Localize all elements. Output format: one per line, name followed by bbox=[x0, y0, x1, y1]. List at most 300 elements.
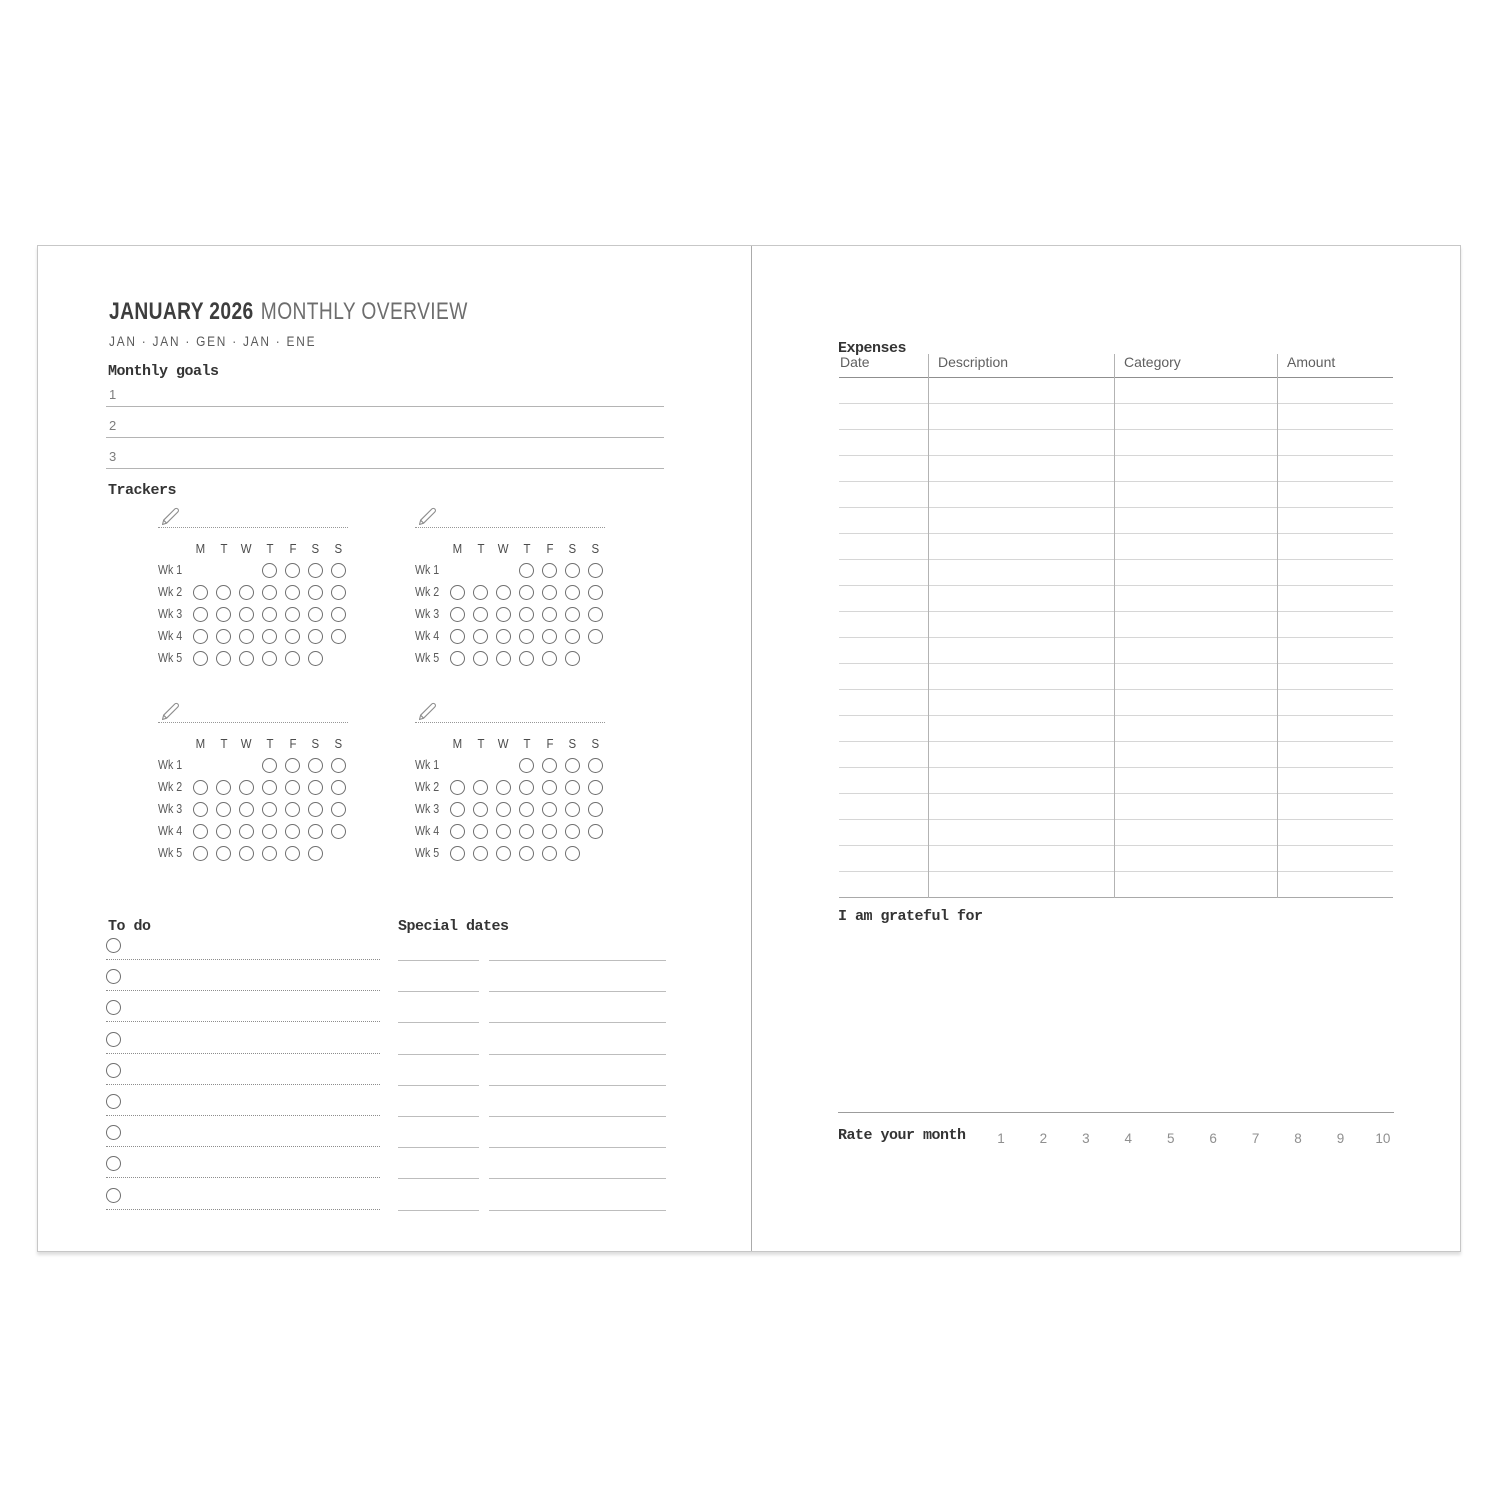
tracker-cell bbox=[565, 629, 580, 644]
tracker-cell bbox=[565, 585, 580, 600]
tracker-cell bbox=[262, 824, 277, 839]
table-column-divider bbox=[1114, 354, 1115, 898]
tracker-day-circle bbox=[331, 607, 346, 622]
special-date-line-long bbox=[489, 991, 666, 992]
special-date-line-long bbox=[489, 1147, 666, 1148]
tracker-day-circle bbox=[216, 802, 231, 817]
day-header-letter: M bbox=[195, 735, 206, 751]
tracker-day-circle bbox=[285, 607, 300, 622]
tracker-name-line bbox=[158, 527, 348, 528]
tracker-cell bbox=[262, 758, 277, 773]
tracker-cell bbox=[519, 607, 534, 622]
tracker-day-circle bbox=[285, 846, 300, 861]
week-label: Wk 2 bbox=[415, 585, 440, 599]
tracker-cell bbox=[473, 802, 488, 817]
expense-table-row bbox=[839, 560, 1393, 586]
tracker-cell bbox=[285, 607, 300, 622]
tracker-day-circle bbox=[588, 607, 603, 622]
tracker-cell bbox=[331, 780, 346, 795]
tracker-day-circle bbox=[565, 607, 580, 622]
tracker-day-circle bbox=[308, 824, 323, 839]
tracker-day-circle bbox=[519, 758, 534, 773]
page-title-type: MONTHLY OVERVIEW bbox=[260, 298, 468, 325]
tracker-day-circle bbox=[496, 846, 511, 861]
tracker-cell bbox=[588, 780, 603, 795]
special-date-line-short bbox=[398, 1147, 479, 1148]
tracker-cell bbox=[331, 607, 346, 622]
special-date-line-short bbox=[398, 1210, 479, 1211]
page-title bbox=[109, 298, 468, 326]
day-header-letter: S bbox=[334, 735, 343, 751]
tracker-cell bbox=[450, 629, 465, 644]
tracker-name-line bbox=[415, 527, 605, 528]
tracker-day-circle bbox=[331, 802, 346, 817]
tracker-day-circle bbox=[450, 607, 465, 622]
tracker-cell bbox=[262, 846, 277, 861]
todo-bullet-circle bbox=[106, 1188, 121, 1203]
expense-column-header: Date bbox=[840, 354, 870, 370]
tracker-cell bbox=[331, 563, 346, 578]
rate-divider-line bbox=[838, 1112, 1394, 1113]
tracker-day-circle bbox=[473, 651, 488, 666]
tracker-day-circle bbox=[450, 846, 465, 861]
special-date-line-long bbox=[489, 1178, 666, 1179]
week-label: Wk 5 bbox=[415, 651, 440, 665]
tracker-cell bbox=[285, 585, 300, 600]
todo-row bbox=[106, 1156, 380, 1178]
tracker-cell bbox=[519, 824, 534, 839]
tracker-day-circle bbox=[262, 758, 277, 773]
tracker-cell bbox=[285, 629, 300, 644]
tracker-day-circle bbox=[285, 824, 300, 839]
day-header-letter: S bbox=[568, 540, 577, 556]
week-label: Wk 4 bbox=[158, 629, 183, 643]
tracker-cell bbox=[473, 780, 488, 795]
tracker-day-circle bbox=[239, 780, 254, 795]
tracker-day-circle bbox=[331, 758, 346, 773]
todo-bullet-circle bbox=[106, 1063, 121, 1078]
todo-bullet-circle bbox=[106, 1032, 121, 1047]
tracker-cell bbox=[519, 563, 534, 578]
tracker-day-circle bbox=[216, 607, 231, 622]
tracker-cell bbox=[496, 629, 511, 644]
tracker-day-circle bbox=[542, 563, 557, 578]
expenses-table bbox=[839, 354, 1393, 898]
todo-row bbox=[106, 1188, 380, 1210]
tracker-cell bbox=[262, 780, 277, 795]
day-header-letter: F bbox=[545, 735, 553, 751]
monthly-goal-line bbox=[106, 386, 664, 407]
tracker-day-circle bbox=[193, 802, 208, 817]
tracker-cell bbox=[588, 824, 603, 839]
tracker-day-circle bbox=[193, 824, 208, 839]
tracker-cell bbox=[496, 607, 511, 622]
todo-row bbox=[106, 938, 380, 960]
tracker-cell bbox=[450, 780, 465, 795]
tracker-cell bbox=[565, 563, 580, 578]
expense-table-row bbox=[839, 872, 1393, 898]
tracker-day-circle bbox=[239, 802, 254, 817]
tracker-cell bbox=[193, 585, 208, 600]
day-header-letter: T bbox=[522, 735, 530, 751]
tracker-day-circle bbox=[542, 651, 557, 666]
tracker-cell bbox=[239, 607, 254, 622]
monthly-goal-line bbox=[106, 448, 664, 469]
tracker-day-circle bbox=[588, 563, 603, 578]
day-header-letter: M bbox=[452, 735, 463, 751]
tracker-cell bbox=[565, 758, 580, 773]
tracker-day-circle bbox=[193, 607, 208, 622]
day-header-letter: T bbox=[265, 540, 273, 556]
tracker-day-circle bbox=[496, 651, 511, 666]
expense-column-header: Description bbox=[938, 354, 1009, 370]
tracker-cell bbox=[450, 651, 465, 666]
tracker-day-circle bbox=[285, 780, 300, 795]
tracker-cell bbox=[473, 585, 488, 600]
expense-table-row bbox=[839, 404, 1393, 430]
tracker-day-circle bbox=[542, 824, 557, 839]
tracker-day-circle bbox=[308, 780, 323, 795]
tracker-day-circle bbox=[262, 802, 277, 817]
expense-table-row bbox=[839, 716, 1393, 742]
tracker-cell bbox=[331, 824, 346, 839]
habit-tracker-block bbox=[415, 699, 607, 864]
tracker-cell bbox=[588, 585, 603, 600]
tracker-cell bbox=[193, 629, 208, 644]
tracker-day-circle bbox=[308, 563, 323, 578]
tracker-day-circle bbox=[331, 563, 346, 578]
tracker-cell bbox=[216, 802, 231, 817]
tracker-day-circle bbox=[262, 607, 277, 622]
tracker-day-circle bbox=[473, 802, 488, 817]
tracker-cell bbox=[308, 629, 323, 644]
tracker-day-circle bbox=[262, 824, 277, 839]
tracker-cell bbox=[285, 651, 300, 666]
table-column-divider bbox=[928, 354, 929, 898]
week-label: Wk 4 bbox=[415, 629, 440, 643]
rate-month-label: Rate your month bbox=[838, 1127, 966, 1144]
tracker-cell bbox=[239, 585, 254, 600]
tracker-day-circle bbox=[331, 585, 346, 600]
tracker-cell bbox=[473, 651, 488, 666]
tracker-day-circle bbox=[588, 758, 603, 773]
tracker-day-circle bbox=[216, 824, 231, 839]
day-header-letter: T bbox=[522, 540, 530, 556]
tracker-cell bbox=[331, 629, 346, 644]
todo-bullet-circle bbox=[106, 1125, 121, 1140]
todo-row bbox=[106, 1032, 380, 1054]
expense-table-row bbox=[839, 742, 1393, 768]
special-date-line-short bbox=[398, 960, 479, 961]
week-label: Wk 3 bbox=[415, 607, 440, 621]
expense-table-row bbox=[839, 508, 1393, 534]
tracker-cell bbox=[588, 629, 603, 644]
day-header-letter: T bbox=[476, 540, 484, 556]
todo-bullet-circle bbox=[106, 1000, 121, 1015]
tracker-cell bbox=[450, 607, 465, 622]
expense-table-row bbox=[839, 768, 1393, 794]
week-label: Wk 1 bbox=[415, 758, 440, 772]
expense-table-row bbox=[839, 690, 1393, 716]
tracker-cell bbox=[285, 802, 300, 817]
tracker-grid bbox=[158, 732, 350, 864]
tracker-day-circle bbox=[519, 607, 534, 622]
tracker-day-circle bbox=[542, 780, 557, 795]
tracker-cell bbox=[262, 585, 277, 600]
tracker-day-circle bbox=[450, 780, 465, 795]
tracker-cell bbox=[473, 824, 488, 839]
tracker-cell bbox=[308, 846, 323, 861]
tracker-day-circle bbox=[496, 824, 511, 839]
tracker-day-circle bbox=[565, 780, 580, 795]
habit-tracker-block bbox=[158, 504, 350, 669]
day-header-letter: W bbox=[241, 540, 252, 556]
tracker-cell bbox=[193, 780, 208, 795]
tracker-cell bbox=[473, 629, 488, 644]
day-header-letter: S bbox=[591, 540, 600, 556]
tracker-day-circle bbox=[519, 651, 534, 666]
todo-row bbox=[106, 1063, 380, 1085]
tracker-cell bbox=[565, 846, 580, 861]
tracker-day-circle bbox=[331, 780, 346, 795]
rate-option: 5 bbox=[1166, 1131, 1175, 1146]
tracker-cell bbox=[239, 651, 254, 666]
tracker-day-circle bbox=[496, 629, 511, 644]
tracker-cell bbox=[542, 585, 557, 600]
tracker-cell bbox=[262, 651, 277, 666]
tracker-cell bbox=[216, 824, 231, 839]
tracker-day-circle bbox=[519, 846, 534, 861]
tracker-day-circle bbox=[542, 846, 557, 861]
day-header-letter: M bbox=[452, 540, 463, 556]
week-label: Wk 3 bbox=[415, 802, 440, 816]
day-header-letter: T bbox=[219, 735, 227, 751]
special-date-line-short bbox=[398, 1085, 479, 1086]
tracker-day-circle bbox=[193, 846, 208, 861]
special-date-line-short bbox=[398, 1022, 479, 1023]
tracker-cell bbox=[542, 824, 557, 839]
tracker-cell bbox=[239, 846, 254, 861]
tracker-cell bbox=[565, 607, 580, 622]
tracker-day-circle bbox=[565, 846, 580, 861]
tracker-day-circle bbox=[450, 629, 465, 644]
tracker-day-circle bbox=[588, 585, 603, 600]
tracker-cell bbox=[216, 629, 231, 644]
tracker-day-circle bbox=[473, 846, 488, 861]
pencil-icon bbox=[159, 504, 180, 527]
tracker-day-circle bbox=[331, 824, 346, 839]
rate-option: 3 bbox=[1082, 1131, 1090, 1146]
tracker-day-circle bbox=[565, 629, 580, 644]
tracker-cell bbox=[450, 846, 465, 861]
planner-spread bbox=[37, 245, 1461, 1252]
tracker-cell bbox=[519, 802, 534, 817]
rate-option: 6 bbox=[1209, 1131, 1217, 1146]
tracker-day-circle bbox=[542, 802, 557, 817]
tracker-day-circle bbox=[519, 780, 534, 795]
tracker-cell bbox=[519, 846, 534, 861]
tracker-day-circle bbox=[473, 585, 488, 600]
tracker-cell bbox=[308, 802, 323, 817]
tracker-cell bbox=[542, 780, 557, 795]
tracker-day-circle bbox=[262, 780, 277, 795]
tracker-name-line bbox=[415, 722, 605, 723]
tracker-day-circle bbox=[308, 802, 323, 817]
expense-table-row bbox=[839, 612, 1393, 638]
tracker-name-line bbox=[158, 722, 348, 723]
todo-row bbox=[106, 969, 380, 991]
tracker-day-circle bbox=[519, 802, 534, 817]
week-label: Wk 5 bbox=[415, 846, 440, 860]
special-date-line-short bbox=[398, 1178, 479, 1179]
tracker-day-circle bbox=[239, 651, 254, 666]
day-header-letter: T bbox=[219, 540, 227, 556]
tracker-cell bbox=[565, 824, 580, 839]
tracker-cell bbox=[542, 607, 557, 622]
tracker-cell bbox=[496, 824, 511, 839]
pencil-icon bbox=[416, 699, 437, 722]
tracker-cell bbox=[285, 563, 300, 578]
tracker-grid bbox=[415, 537, 607, 669]
special-date-line-short bbox=[398, 1116, 479, 1117]
expense-table-row bbox=[839, 820, 1393, 846]
tracker-cell bbox=[331, 802, 346, 817]
tracker-cell bbox=[565, 651, 580, 666]
tracker-cell bbox=[588, 607, 603, 622]
tracker-cell bbox=[239, 629, 254, 644]
expense-table-row bbox=[839, 482, 1393, 508]
tracker-day-circle bbox=[239, 585, 254, 600]
week-label: Wk 3 bbox=[158, 607, 183, 621]
tracker-day-circle bbox=[193, 585, 208, 600]
expense-column-header: Category bbox=[1124, 354, 1181, 370]
tracker-day-circle bbox=[473, 780, 488, 795]
tracker-cell bbox=[308, 824, 323, 839]
tracker-day-circle bbox=[285, 758, 300, 773]
tracker-cell bbox=[193, 846, 208, 861]
tracker-cell bbox=[542, 758, 557, 773]
goal-number: 2 bbox=[109, 418, 117, 433]
tracker-day-circle bbox=[473, 607, 488, 622]
special-date-line-long bbox=[489, 1054, 666, 1055]
tracker-day-circle bbox=[216, 780, 231, 795]
tracker-cell bbox=[496, 846, 511, 861]
tracker-day-circle bbox=[285, 651, 300, 666]
week-label: Wk 2 bbox=[415, 780, 440, 794]
tracker-day-circle bbox=[216, 846, 231, 861]
rate-option: 9 bbox=[1336, 1131, 1345, 1146]
tracker-day-circle bbox=[262, 846, 277, 861]
tracker-day-circle bbox=[308, 846, 323, 861]
day-header-letter: S bbox=[311, 735, 320, 751]
special-date-line-short bbox=[398, 1054, 479, 1055]
tracker-day-circle bbox=[216, 629, 231, 644]
rate-scale bbox=[990, 1131, 1394, 1146]
tracker-day-circle bbox=[588, 802, 603, 817]
tracker-cell bbox=[519, 758, 534, 773]
week-label: Wk 1 bbox=[415, 563, 440, 577]
todo-heading: To do bbox=[108, 918, 151, 935]
expense-table-row bbox=[839, 638, 1393, 664]
tracker-day-circle bbox=[262, 585, 277, 600]
tracker-day-circle bbox=[565, 563, 580, 578]
day-header-letter: T bbox=[476, 735, 484, 751]
expenses-heading: Expenses bbox=[838, 340, 907, 357]
todo-bullet-circle bbox=[106, 969, 121, 984]
tracker-cell bbox=[542, 629, 557, 644]
tracker-cell bbox=[542, 846, 557, 861]
tracker-day-circle bbox=[285, 802, 300, 817]
rate-option: 7 bbox=[1251, 1131, 1260, 1146]
rate-option: 2 bbox=[1039, 1131, 1048, 1146]
tracker-day-circle bbox=[308, 607, 323, 622]
tracker-day-circle bbox=[239, 846, 254, 861]
rate-option: 8 bbox=[1294, 1131, 1302, 1146]
tracker-day-circle bbox=[542, 629, 557, 644]
grateful-heading: I am grateful for bbox=[838, 908, 983, 925]
tracker-day-circle bbox=[308, 651, 323, 666]
tracker-day-circle bbox=[193, 780, 208, 795]
tracker-cell bbox=[496, 802, 511, 817]
day-header-letter: S bbox=[334, 540, 343, 556]
tracker-cell bbox=[496, 651, 511, 666]
rate-option: 4 bbox=[1124, 1131, 1133, 1146]
week-label: Wk 2 bbox=[158, 585, 183, 599]
day-header-letter: W bbox=[498, 735, 509, 751]
tracker-cell bbox=[450, 585, 465, 600]
tracker-cell bbox=[331, 758, 346, 773]
tracker-cell bbox=[331, 585, 346, 600]
tracker-day-circle bbox=[450, 824, 465, 839]
tracker-cell bbox=[308, 607, 323, 622]
tracker-cell bbox=[216, 585, 231, 600]
tracker-day-circle bbox=[542, 607, 557, 622]
tracker-cell bbox=[308, 651, 323, 666]
monthly-goals-heading: Monthly goals bbox=[108, 363, 219, 380]
tracker-day-circle bbox=[450, 802, 465, 817]
week-label: Wk 5 bbox=[158, 846, 183, 860]
expense-table-row bbox=[839, 534, 1393, 560]
tracker-cell bbox=[565, 780, 580, 795]
week-label: Wk 4 bbox=[158, 824, 183, 838]
tracker-cell bbox=[473, 846, 488, 861]
tracker-day-circle bbox=[331, 629, 346, 644]
tracker-cell bbox=[262, 629, 277, 644]
tracker-day-circle bbox=[216, 651, 231, 666]
rate-option: 10 bbox=[1375, 1131, 1391, 1146]
tracker-cell bbox=[239, 802, 254, 817]
tracker-day-circle bbox=[565, 651, 580, 666]
tracker-cell bbox=[193, 651, 208, 666]
table-column-divider bbox=[1277, 354, 1278, 898]
tracker-cell bbox=[496, 780, 511, 795]
tracker-cell bbox=[542, 802, 557, 817]
trackers-heading: Trackers bbox=[108, 482, 177, 499]
tracker-day-circle bbox=[519, 563, 534, 578]
tracker-day-circle bbox=[496, 780, 511, 795]
tracker-day-circle bbox=[450, 651, 465, 666]
special-dates-heading: Special dates bbox=[398, 918, 509, 935]
tracker-day-circle bbox=[496, 802, 511, 817]
tracker-cell bbox=[285, 758, 300, 773]
tracker-day-circle bbox=[262, 563, 277, 578]
habit-tracker-block bbox=[415, 504, 607, 669]
expense-column-header: Amount bbox=[1287, 354, 1336, 370]
tracker-day-circle bbox=[565, 802, 580, 817]
tracker-cell bbox=[308, 585, 323, 600]
day-header-letter: F bbox=[545, 540, 553, 556]
todo-bullet-circle bbox=[106, 1094, 121, 1109]
